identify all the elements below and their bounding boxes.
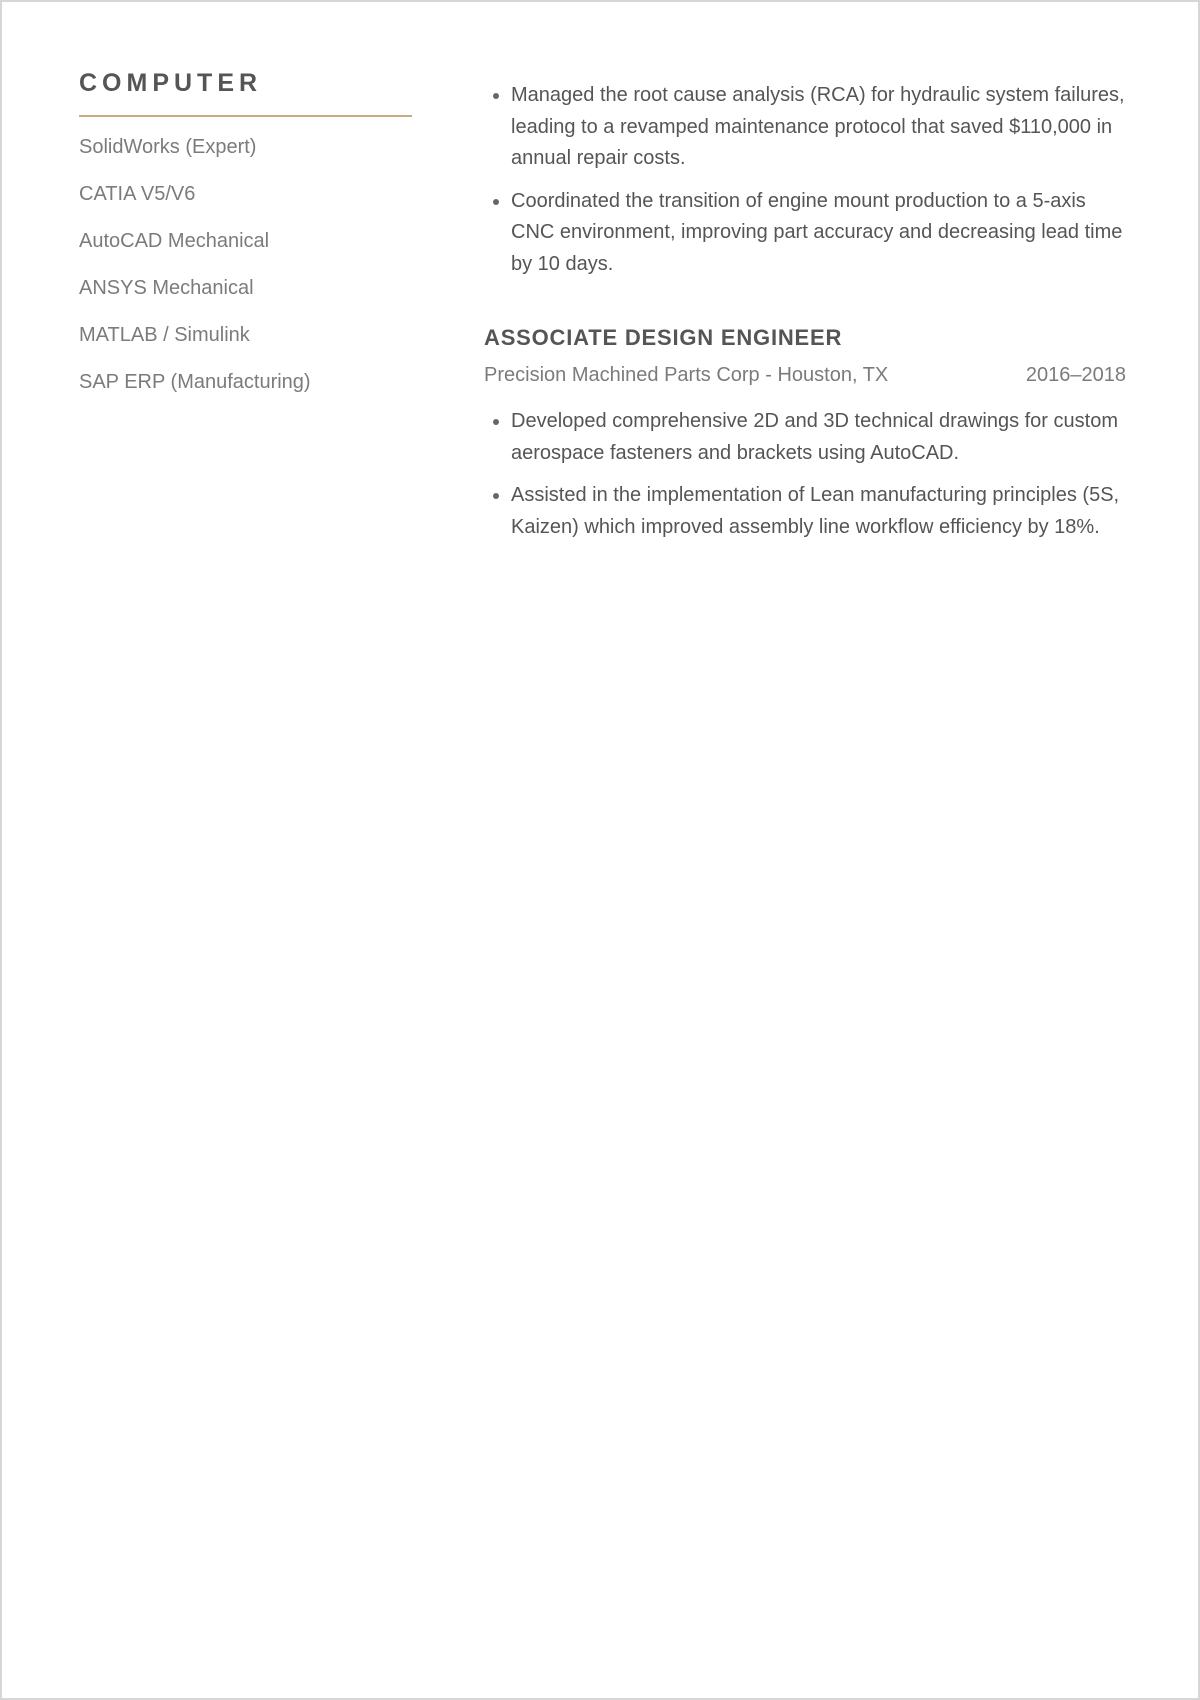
experience-bullet: • Developed comprehensive 2D and 3D technical drawings for custom aerospace fasteners and brackets using AutoCAD. (511, 406, 1126, 469)
job-title: ASSOCIATE DESIGN ENGINEER (484, 325, 843, 350)
skill-item: AutoCAD Mechanical (79, 230, 270, 252)
previous-role-bullets (484, 80, 1126, 280)
job-dates: 2016–2018 (1025, 364, 1126, 386)
experience-bullet: • Coordinated the transition of engine mount production to a 5-axis CNC environment, improving part accuracy and decreasing lead time by 10 days. (511, 186, 1126, 281)
experience-bullet: • Managed the root cause analysis (RCA) for hydraulic system failures, leading to a revamped maintenance protocol that saved $110,000 in annual repair costs. (511, 80, 1126, 175)
experience-column (484, 80, 1126, 554)
job-company: Precision Machined Parts Corp - Houston, TX (484, 364, 889, 386)
section-heading-computer: COMPUTER (79, 69, 263, 97)
section-divider (79, 115, 412, 117)
skill-item: SolidWorks (Expert) (79, 136, 257, 158)
skill-item: ANSYS Mechanical (79, 277, 254, 299)
skills-list (79, 135, 412, 394)
job-entry (484, 324, 1126, 543)
skill-item: CATIA V5/V6 (79, 183, 196, 205)
experience-bullet: • Assisted in the implementation of Lean manufacturing principles (5S, Kaizen) which improved assembly line workflow efficiency by 18%. (511, 480, 1126, 543)
job-meta (484, 362, 1126, 388)
skills-column (79, 68, 412, 417)
skill-item: MATLAB / Simulink (79, 324, 250, 346)
skill-item: SAP ERP (Manufacturing) (79, 371, 311, 393)
job-bullets (484, 406, 1126, 543)
